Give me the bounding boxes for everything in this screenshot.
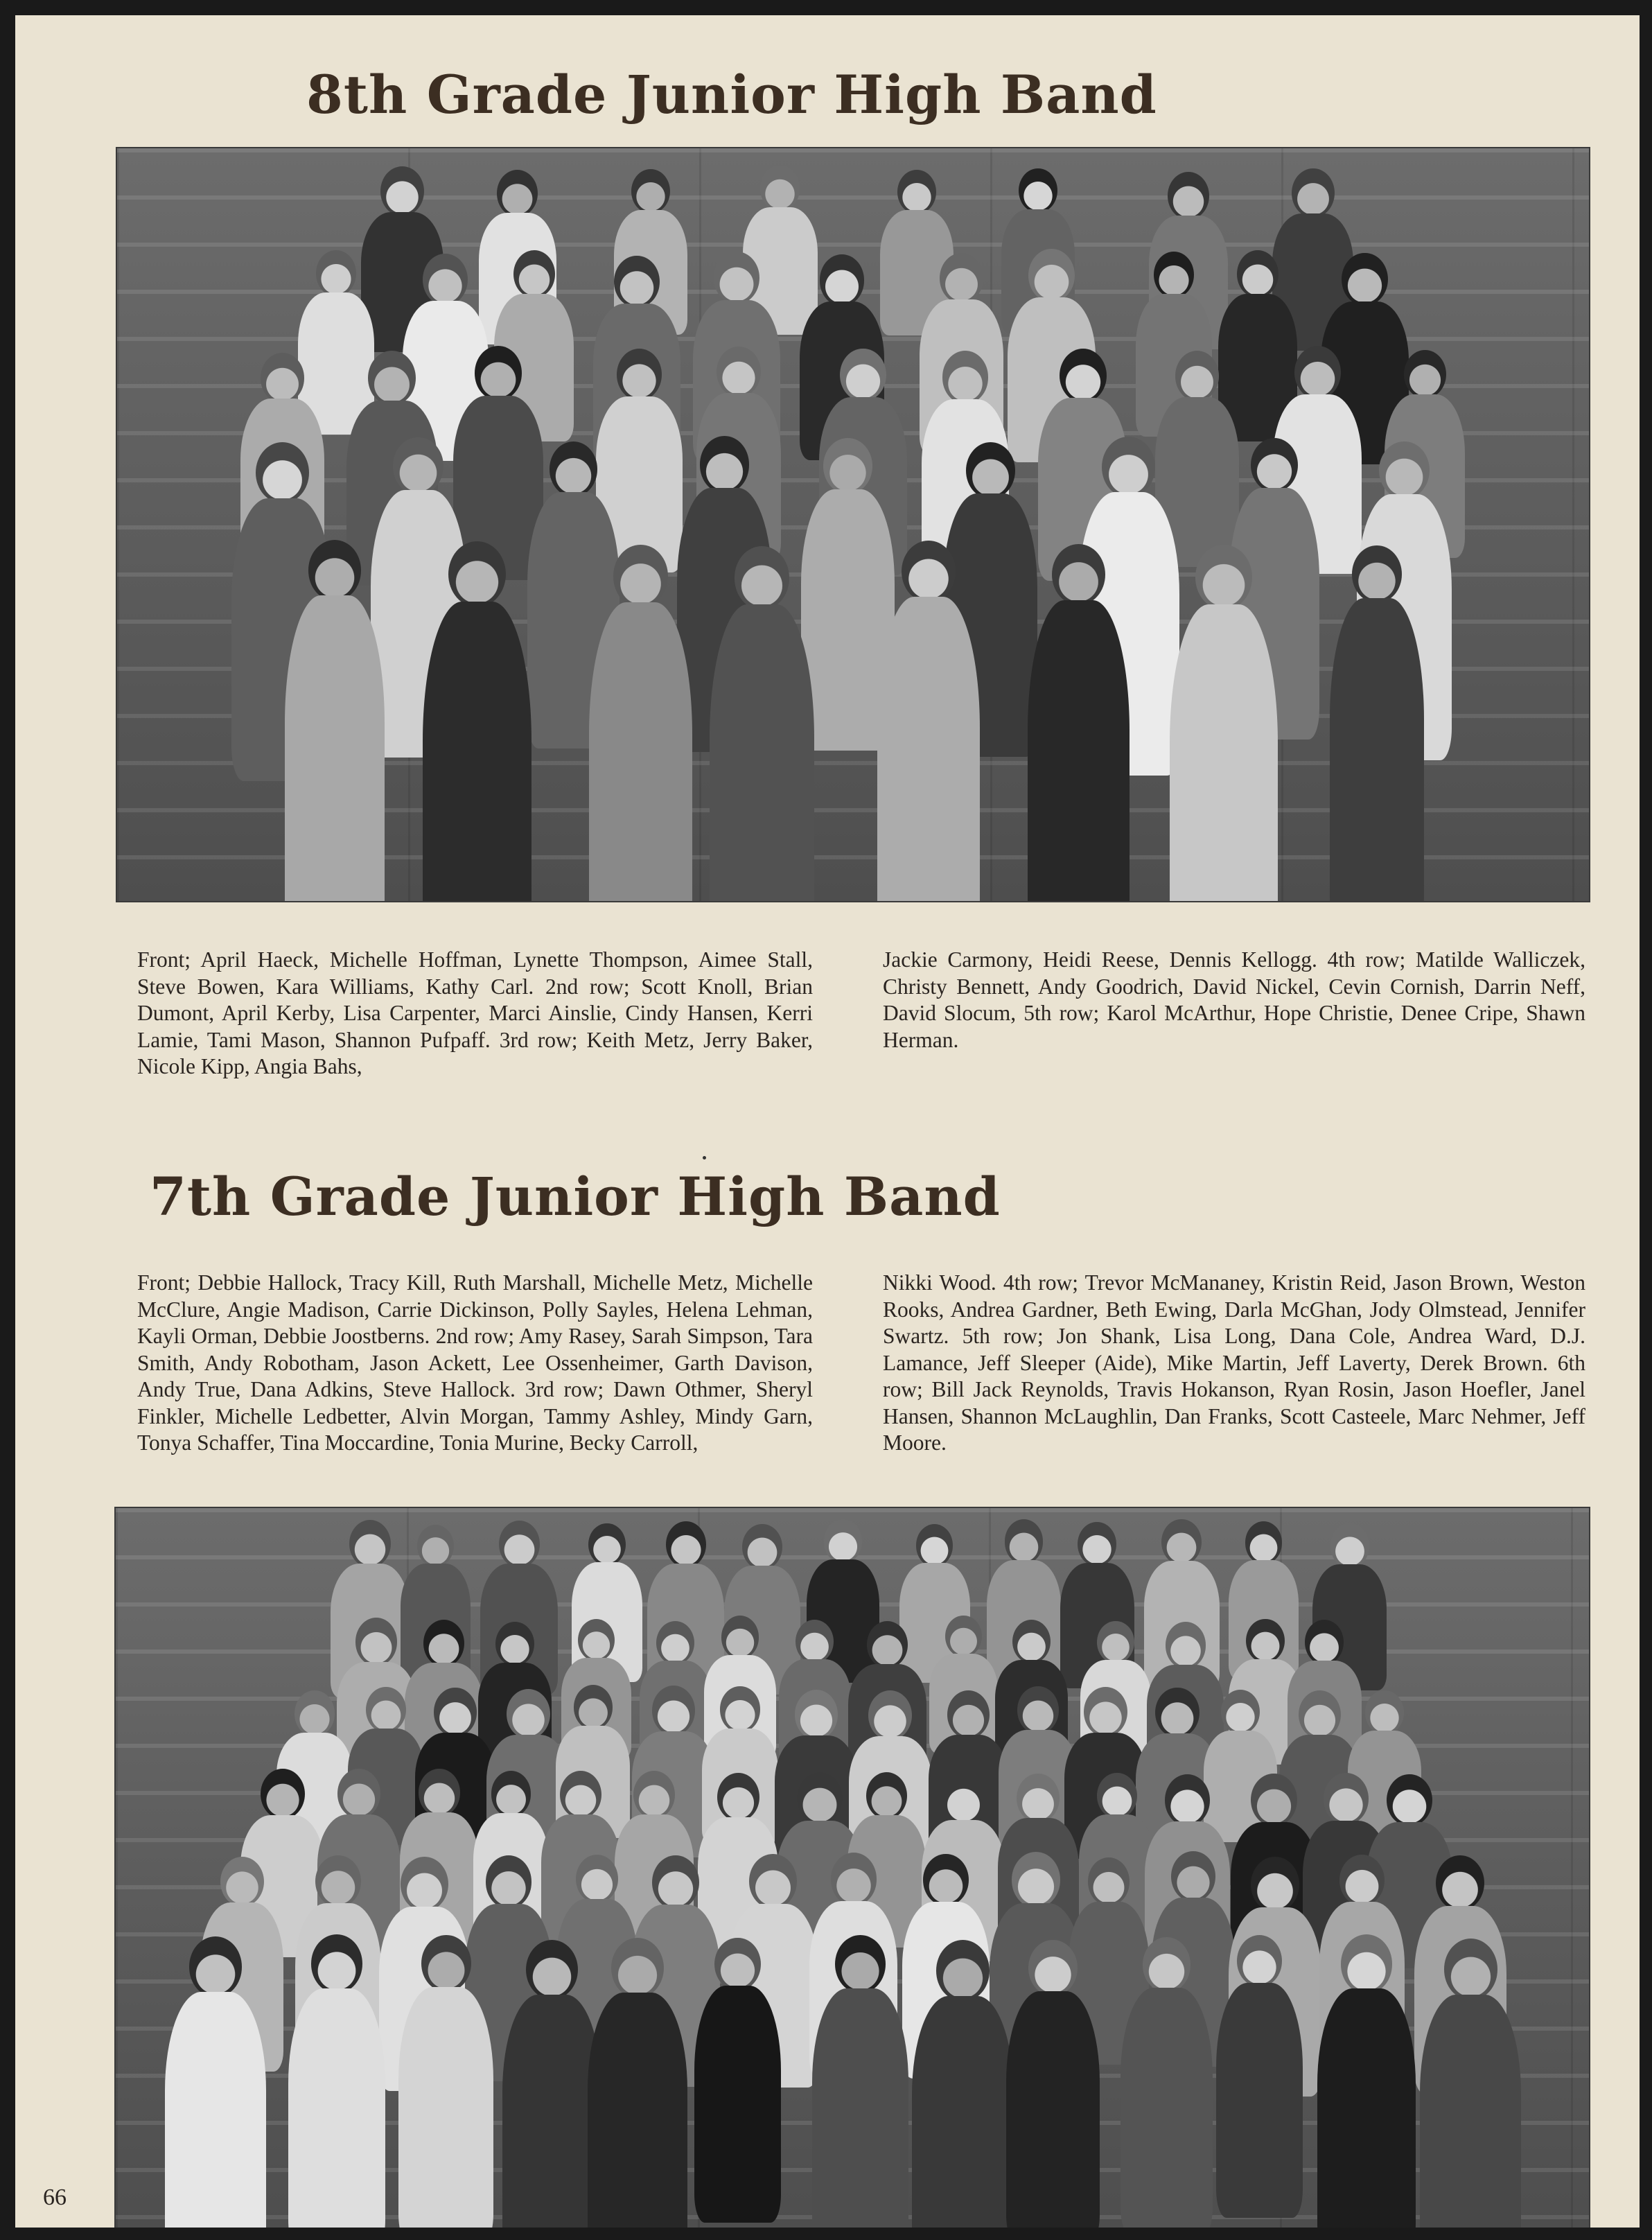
figure-head xyxy=(940,253,983,304)
figure-head xyxy=(189,1936,243,1997)
figure-body xyxy=(502,1995,601,2228)
figure-head xyxy=(1012,1620,1051,1664)
figure-head xyxy=(936,1940,990,2002)
band-member-figure xyxy=(1330,545,1425,902)
figure-head xyxy=(1294,346,1341,399)
figure-head xyxy=(486,1855,531,1908)
figure-head xyxy=(652,1686,696,1735)
band-member-figure xyxy=(1420,1939,1521,2228)
figure-head xyxy=(966,442,1015,499)
figure-body xyxy=(589,602,692,902)
figure-head xyxy=(1171,1851,1215,1902)
figure-head xyxy=(823,438,872,494)
figure-head xyxy=(1221,1690,1260,1734)
figure-head xyxy=(1017,1774,1060,1823)
figure-head xyxy=(1088,1857,1130,1906)
figure-body xyxy=(694,1986,782,2222)
figure-head xyxy=(1028,1940,1078,1996)
figure-head xyxy=(560,1771,601,1819)
seventh-grade-band-title: 7th Grade Junior High Band xyxy=(150,1166,1001,1227)
figure-head xyxy=(717,347,761,397)
figure-head xyxy=(614,256,660,308)
figure-head xyxy=(942,1774,985,1824)
figure-head xyxy=(1387,1774,1432,1826)
figure-body xyxy=(877,597,980,902)
figure-head xyxy=(749,1854,796,1909)
eighth-grade-caption-left: Front; April Haeck, Michelle Hoffman, Lynette Thompson, Aimee Stall, Steve Bowen, Kara Williams, Kathy Carl. 2nd row; Scott Knoll, Brian Dumont, April Kerby, Lisa Carpenter, Marci Ainslie, Cindy Hansen, Kerri Lamie, Tami Mason, Shannon Pufpaff. 3rd row; Keith Metz, Jerry Baker, Nicole Kipp, Angia Bahs, xyxy=(137,947,813,1078)
figure-head xyxy=(417,1525,454,1567)
figure-head xyxy=(588,1523,626,1566)
figure-head xyxy=(916,1524,954,1567)
figure-head xyxy=(434,1688,476,1737)
band-member-figure xyxy=(877,541,980,902)
figure-head xyxy=(721,1616,759,1659)
figure-head xyxy=(1084,1687,1127,1737)
band-member-figure xyxy=(1317,1934,1416,2228)
figure-head xyxy=(1060,349,1107,403)
figure-body xyxy=(1317,1988,1416,2228)
yearbook-page xyxy=(15,15,1640,2228)
figure-head xyxy=(1352,545,1402,603)
figure-head xyxy=(1078,1522,1116,1567)
figure-body xyxy=(1330,598,1425,902)
figure-head xyxy=(1237,1935,1283,1988)
figure-head xyxy=(261,353,305,403)
band-member-figure xyxy=(1006,1940,1100,2228)
figure-head xyxy=(631,169,670,213)
figure-head xyxy=(1305,1620,1344,1665)
figure-body xyxy=(285,595,385,902)
figure-head xyxy=(1237,250,1278,298)
figure-head xyxy=(1161,1519,1201,1565)
figure-head xyxy=(1097,1621,1134,1664)
figure-head xyxy=(656,1621,694,1665)
figure-head xyxy=(1245,1521,1282,1564)
figure-head xyxy=(760,166,800,211)
figure-head xyxy=(1019,168,1057,213)
figure-head xyxy=(897,170,936,214)
figure-head xyxy=(261,1769,305,1819)
figure-head xyxy=(1168,172,1209,220)
figure-head xyxy=(256,442,309,503)
figure-head xyxy=(1436,1855,1484,1911)
band-member-figure xyxy=(165,1936,266,2228)
figure-head xyxy=(1379,441,1429,499)
figure-body xyxy=(912,1996,1013,2228)
figure-head xyxy=(720,1686,760,1732)
figure-head xyxy=(1154,252,1194,298)
figure-head xyxy=(735,546,789,609)
figure-head xyxy=(902,541,956,602)
figure-head xyxy=(311,1934,362,1993)
figure-head xyxy=(1097,1773,1137,1819)
band-member-figure xyxy=(398,1935,493,2228)
figure-head xyxy=(1341,1934,1393,1994)
figure-head xyxy=(448,541,506,607)
figure-head xyxy=(421,1935,471,1993)
figure-body xyxy=(1121,1988,1212,2228)
figure-head xyxy=(316,250,356,297)
figure-head xyxy=(1330,1523,1369,1568)
figure-head xyxy=(295,1690,335,1737)
figure-head xyxy=(714,252,759,304)
figure-head xyxy=(393,437,443,495)
band-member-figure xyxy=(694,1938,782,2221)
figure-body xyxy=(398,1987,493,2228)
figure-head xyxy=(797,1772,843,1825)
figure-head xyxy=(700,436,750,493)
figure-head xyxy=(1404,350,1446,399)
figure-head xyxy=(1342,253,1387,306)
figure-head xyxy=(315,1855,360,1907)
figure-head xyxy=(1251,1857,1299,1913)
figure-head xyxy=(1052,544,1105,606)
figure-head xyxy=(1143,1937,1191,1993)
figure-head xyxy=(1155,1688,1199,1738)
figure-head xyxy=(1251,1774,1297,1826)
figure-head xyxy=(1251,438,1298,492)
band-member-figure xyxy=(1028,544,1130,902)
figure-head xyxy=(1175,351,1219,401)
figure-head xyxy=(717,1773,759,1821)
print-speck xyxy=(703,1156,706,1160)
figure-head xyxy=(507,1689,550,1739)
figure-head xyxy=(714,1938,760,1990)
page-number: 66 xyxy=(43,2185,67,2210)
figure-body xyxy=(812,1988,908,2228)
figure-head xyxy=(499,1521,540,1568)
figure-head xyxy=(1246,1619,1284,1663)
figure-head xyxy=(1017,1686,1059,1734)
figure-head xyxy=(1028,249,1075,302)
figure-body xyxy=(165,1992,266,2228)
figure-head xyxy=(1324,1773,1369,1825)
figure-head xyxy=(355,1618,397,1665)
figure-head xyxy=(824,1519,862,1564)
figure-body xyxy=(710,604,814,902)
figure-head xyxy=(423,254,468,306)
figure-head xyxy=(513,250,555,298)
figure-body xyxy=(1028,600,1130,902)
figure-head xyxy=(840,349,886,401)
figure-head xyxy=(652,1855,699,1909)
figure-head xyxy=(1299,1690,1342,1740)
figure-head xyxy=(742,1524,782,1570)
figure-head xyxy=(550,441,598,497)
figure-head xyxy=(666,1521,706,1568)
figure-head xyxy=(491,1771,531,1817)
figure-head xyxy=(820,254,864,306)
figure-head xyxy=(866,1772,907,1819)
seventh-grade-band-photo xyxy=(114,1507,1590,2228)
figure-head xyxy=(1365,1690,1404,1735)
figure-head xyxy=(419,1769,460,1817)
figure-head xyxy=(401,1857,448,1911)
figure-head xyxy=(1444,1939,1497,2000)
band-member-figure xyxy=(588,1938,687,2228)
band-member-figure xyxy=(1170,545,1278,902)
figure-head xyxy=(1166,1622,1206,1668)
figure-body xyxy=(1006,1991,1100,2228)
figure-head xyxy=(613,545,667,607)
band-member-figure xyxy=(812,1935,908,2228)
eighth-grade-band-photo xyxy=(116,147,1590,902)
figure-head xyxy=(795,1690,838,1740)
band-member-figure xyxy=(1216,1935,1303,2216)
figure-head xyxy=(1005,1519,1044,1564)
figure-head xyxy=(942,351,989,404)
figure-head xyxy=(947,1690,990,1739)
figure-body xyxy=(588,1993,687,2228)
figure-head xyxy=(308,540,361,600)
band-member-figure xyxy=(502,1940,601,2228)
figure-head xyxy=(497,170,538,217)
figure-head xyxy=(945,1616,981,1657)
figure-head xyxy=(574,1685,613,1729)
figure-head xyxy=(633,1771,675,1819)
band-member-figure xyxy=(1121,1937,1212,2228)
band-member-figure xyxy=(589,545,692,902)
figure-head xyxy=(1339,1855,1384,1906)
figure-head xyxy=(368,351,416,405)
band-member-figure xyxy=(423,541,531,902)
band-member-figure xyxy=(912,1940,1013,2228)
figure-body xyxy=(288,1988,385,2228)
figure-head xyxy=(1165,1774,1210,1826)
figure-head xyxy=(578,1619,615,1661)
figure-head xyxy=(349,1520,391,1568)
figure-body xyxy=(1420,1995,1521,2228)
figure-head xyxy=(380,166,424,216)
eighth-grade-band-title: 8th Grade Junior High Band xyxy=(306,64,1157,125)
figure-head xyxy=(423,1620,464,1667)
band-member-figure xyxy=(710,546,814,902)
figure-head xyxy=(366,1687,406,1733)
seventh-grade-caption-right: Nikki Wood. 4th row; Trevor McMananey, Kristin Reid, Jason Brown, Weston Rooks, Andrea Gardner, Beth Ewing, Darla McGhan, Jody Olmstead, Jennifer Swartz. 5th row; Jon Shank, Lisa Long, Dana Cole, Andrea Ward, D.J. Lamance, Jeff Sleeper (Aide), Mike Martin, Jeff Laverty, Derek Brown. 6th row; Bill Jack Reynolds, Travis Hokanson, Ryan Rosin, Jason Hoefler, Janel Hansen, Shannon McLaughlin, Dan Franks, Scott Casteele, Marc Nehmer, Jeff Moore. xyxy=(883,1270,1585,1455)
figure-body xyxy=(1170,604,1278,902)
figure-head xyxy=(617,349,662,401)
seventh-grade-caption-left: Front; Debbie Hallock, Tracy Kill, Ruth Marshall, Michelle Metz, Michelle McClure, Angie Madison, Carrie Dickinson, Polly Sayles, Helena Lehman, Kayli Orman, Debbie Joostberns. 2nd row; Amy Rasey, Sarah Simpson, Tara Smith, Andy Robotham, Jason Ackett, Lee Ossenheimer, Garth Davison, Andy True, Dana Adkins, Steve Hallock. 3rd row; Dawn Othmer, Sheryl Finkler, Michelle Ledbetter, Alvin Morgan, Tammy Ashley, Mindy Garn, Tonya Schaffer, Tina Moccardine, Tonia Murine, Becky Carroll, xyxy=(137,1270,813,1455)
eighth-grade-caption-right: Jackie Carmony, Heidi Reese, Dennis Kellogg. 4th row; Matilde Walliczek, Christy Bennett, Andy Goodrich, David Nickel, Cevin Cornish, Darrin Neff, David Slocum, 5th row; Karol McArthur, Hope Christie, Denee Cripe, Shawn Herman. xyxy=(883,947,1585,1052)
figure-head xyxy=(831,1853,877,1906)
figure-head xyxy=(923,1854,969,1907)
figure-head xyxy=(868,1690,912,1740)
figure-head xyxy=(220,1857,264,1907)
figure-head xyxy=(337,1769,381,1819)
figure-head xyxy=(611,1938,664,1998)
figure-head xyxy=(1102,437,1155,498)
band-member-figure xyxy=(288,1934,385,2228)
figure-head xyxy=(1012,1852,1060,1907)
band-member-figure xyxy=(285,540,385,902)
figure-head xyxy=(576,1855,618,1903)
figure-head xyxy=(526,1940,578,2000)
figure-head xyxy=(796,1620,834,1663)
figure-head xyxy=(1195,545,1252,610)
figure-body xyxy=(1216,1983,1303,2218)
figure-head xyxy=(867,1621,908,1668)
figure-head xyxy=(495,1622,534,1666)
figure-head xyxy=(475,346,522,401)
figure-head xyxy=(1292,168,1335,218)
figure-head xyxy=(835,1935,886,1993)
figure-body xyxy=(423,602,531,902)
